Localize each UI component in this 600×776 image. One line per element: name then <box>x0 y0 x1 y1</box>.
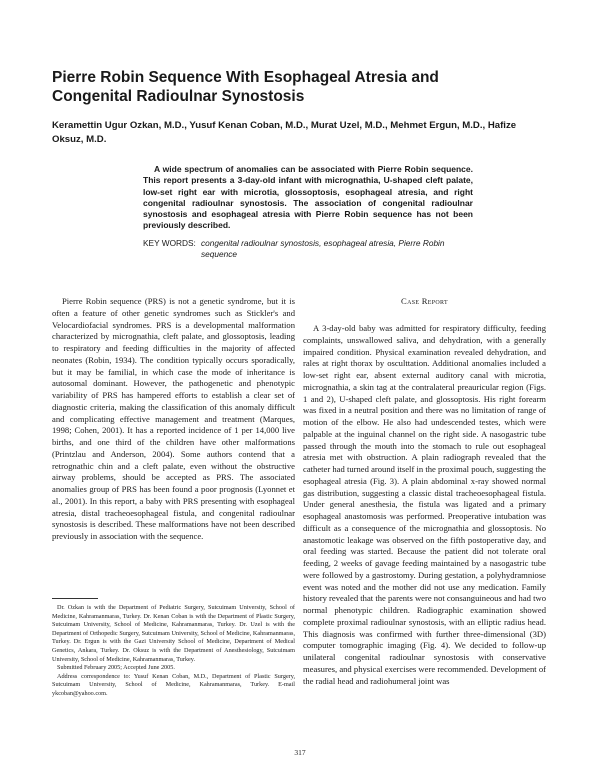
footnote-divider <box>52 598 98 599</box>
footnotes <box>52 604 295 699</box>
footnote-correspondence: Address correspondence to: Yusuf Kenan Coban, M.D., Department of Plastic Surgery, Sutcuimam University, School of Medicine, Kahramanmaras, Turkey. E-mail ykcoban@yahoo.com. <box>52 672 295 697</box>
footnote-submitted: Submitted February 2005; Accepted June 2005. <box>57 664 175 672</box>
keywords-label: KEY WORDS: <box>143 238 196 248</box>
abstract: A wide spectrum of anomalies can be associated with Pierre Robin sequence. This report presents a 3-day-old infant with micrognathia, U-shaped cleft palate, low-set right ear with microtia, glossoptosis, esophageal atresia, and right congenital radioulnar synostosis. The association of congenital radioulnar synostosis and esophageal atresia with Pierre Robin sequence has not been previously described. <box>143 164 473 231</box>
keywords <box>143 238 483 261</box>
case-report-paragraph: A 3-day-old baby was admitted for respiratory difficulty, feeding complaints, unswallowed saliva, and dehydration, with a generally impaired condition. Physical examination revealed dehydration, and rales at right thorax by osculttation. Additional anomalies included a low-set right ear, absent external auditory canal with microtia, micrognathia, a skin tag at the contralateral preauricular region (Figs. 1 and 2), U-shaped cleft palate, and glossoptosis. His right forearm was fixed in a neutral position and there was no limitation of range of motion of the elbow. He also had undescended testes, which were palpable at the inguinal channel on the right side. A nasogastric tube passed through the mouth into the stomach to rule out esophageal atresia met with obstruction. A plain radiograph revealed that the catheter had turned around itself in the proximal pouch, suggesting the esophageal atresia (Fig. 3). A plain abdominal x-ray showed normal gas distribution, suggesting a classic distal tracheoesophageal fistula. Under general anesthesia, the fistula was ligated and a primary esophageal anastomosis was performed. Preoperative intubation was difficult as a consequence of the micrognathia and glossoptosis. No anastomotic leakage was observed on the fifth postoperative day, and oral feeding was started. Because the patient did not tolerate oral feeding, 2 weeks of gavage feeding maintained by a nasogastric tube were followed by a gastrostomy. During gestation, a polyhydramniose event was noted and the mother did not use any medication. Family history revealed that the parents were not consanguineous and had two normal phenotypic children. Radiographic examination showed complete proximal radioulnar synostosis, with an elliptic radius head. This diagnosis was confirmed with further three-dimensional (3D) computer tomographic imaging (Fig. 4). We decided to follow-up unilateral congenital radioulnar synostosis with conservative measures, and physical exercises were recommended. Development of the radial head and radiohumeral joint was <box>303 323 546 686</box>
left-column <box>52 296 295 543</box>
footnote-affiliations: Dr. Ozkan is with the Department of Pediatric Surgery, Sutcuimam University, School of Medicine, Kahramanmaras, Turkey. Dr. Kenan Coban is with the Department of Plastic Surgery, Sutcuimam University, School of Medicine, Kahramanmaras, Turkey. Dr. Uzel is with the Department of Orthopedic Surgery, Sutcuimam University, School of Medicine, Kahramanmaras, Turkey. Dr. Ergun is with the Gazi University School of Medicine, Department of Medical Genetics, Ankara, Turkey. Dr. Oksuz is with the Department of Anesthesiology, Sutcuimam University, School of Medicine, Kahramanmaras, Turkey. <box>52 604 295 663</box>
author-list: Keramettin Ugur Ozkan, M.D., Yusuf Kenan Coban, M.D., Murat Uzel, M.D., Mehmet Ergun, M.D., Hafize Oksuz, M.D. <box>52 120 517 145</box>
article-title: Pierre Robin Sequence With Esophageal Atresia and Congenital Radioulnar Synostosis <box>52 69 439 105</box>
keywords-text: congenital radioulnar synostosis, esophageal atresia, Pierre Robin sequence <box>201 238 445 260</box>
case-report-heading: Case Report <box>401 296 448 306</box>
right-column <box>303 296 546 687</box>
page-number: 317 <box>294 748 306 757</box>
intro-paragraph: Pierre Robin sequence (PRS) is not a genetic syndrome, but it is often a feature of other genetic syndromes such as Stickler's and Velocardiofacial syndromes. PRS is a developmental malformation characterized by micrognathia, cleft palate, and glossoptosis, leading to respiratory and feeding difficulties in the majority of affected neonates (Robin, 1934). The condition typically occurs sporadically, but it may be familial, in which case the mode of inheritance is autosomal dominant. However, the pathogenetic and phenotypic variability of PRS has hampered efforts to establish a clear set of diagnostic criteria, making the classification of this anomaly difficult and complicating effective management and treatment (Marques, 1998; Cohen, 2001). It has a reported incidence of 1 per 14,000 live births, and one third of the children have other malformations (Printzlau and Anderson, 2004). Some authors contend that a retrognathic chin and a cleft palate, even without the obstructive airway problems, should be accepted as PRS. The associated anomalies group of PRS has been found a poor prognosis (Lyonnet et al., 2001). In this report, a baby with PRS presenting with esophageal atresia, distal tracheoesophageal fistula, and congenital radioulnar synostosis is described. These malformations have not been described previously in association with the sequence. <box>52 296 295 541</box>
